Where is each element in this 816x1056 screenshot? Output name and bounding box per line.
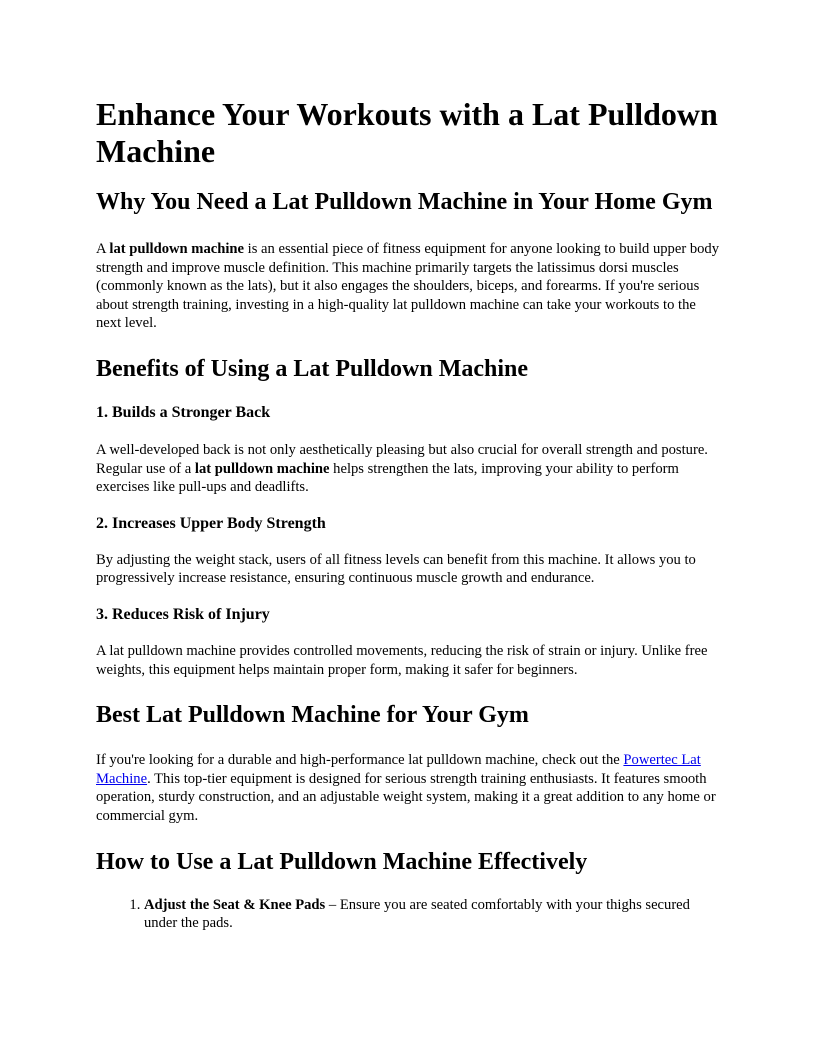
step-1-title: Adjust the Seat & Knee Pads — [144, 896, 326, 913]
paragraph-why-rest: is an essential piece of fitness equipment for anyone looking to build upper body strength and improve muscle definition. This machine primarily targets the latissimus dorsi muscles (commonly known as the lats), but it also engages the shoulders, biceps, and forearms. If you're serious about strength training, investing in a high-quality lat pulldown machine can take your workouts to the next level. — [96, 241, 720, 332]
benefit-heading-1: 1. Builds a Stronger Back — [96, 403, 271, 421]
section-heading-howto: How to Use a Lat Pulldown Machine Effectively — [96, 848, 588, 875]
page-title: Enhance Your Workouts with a Lat Pulldown Machine — [96, 96, 718, 169]
section-heading-best: Best Lat Pulldown Machine for Your Gym — [96, 702, 529, 729]
step-1-text: – Ensure you are seated comfortably with your thighs secured under the pads. — [144, 896, 690, 932]
section-heading-why: Why You Need a Lat Pulldown Machine in Your Home Gym — [96, 189, 713, 215]
bold-keyword: lat pulldown machine — [194, 460, 330, 477]
powertec-lat-machine-link[interactable]: Powertec Lat Machine — [96, 752, 701, 787]
benefit-text-1-start: A well-developed back is not only aesthetically pleasing but also crucial for overall strength and posture. Regular use of a — [96, 441, 708, 477]
paragraph-best-start: If you're looking for a durable and high-performance lat pulldown machine, check out the — [96, 752, 624, 769]
list-item — [144, 896, 722, 933]
paragraph-why — [96, 240, 722, 333]
benefit-heading-2: 2. Increases Upper Body Strength — [96, 514, 326, 532]
paragraph-best — [96, 751, 722, 825]
benefit-heading-3: 3. Reduces Risk of Injury — [96, 605, 270, 623]
bold-keyword: lat pulldown machine — [109, 241, 245, 257]
howto-steps-list — [96, 896, 722, 933]
document-page — [96, 96, 722, 933]
benefit-text-3: A lat pulldown machine provides controlled movements, reducing the risk of strain or injury. Unlike free weights, this equipment helps maintain proper form, making it safer for beginners. — [96, 642, 708, 678]
benefit-text-2: By adjusting the weight stack, users of all fitness levels can benefit from this machine. It allows you to progressively increase resistance, ensuring continuous muscle growth and endurance. — [96, 551, 696, 587]
paragraph-best-rest: . This top-tier equipment is designed for serious strength training enthusiasts. It features smooth operation, sturdy construction, and an adjustable weight system, making it a great addition to any home or commercial gym. — [96, 770, 716, 824]
paragraph-why-start: A — [96, 241, 110, 257]
benefit-text-1-rest: helps strengthen the lats, improving your ability to perform exercises like pull-ups and deadlifts. — [96, 460, 679, 496]
benefit-text-1 — [96, 441, 722, 497]
section-heading-benefits: Benefits of Using a Lat Pulldown Machine — [96, 355, 529, 382]
